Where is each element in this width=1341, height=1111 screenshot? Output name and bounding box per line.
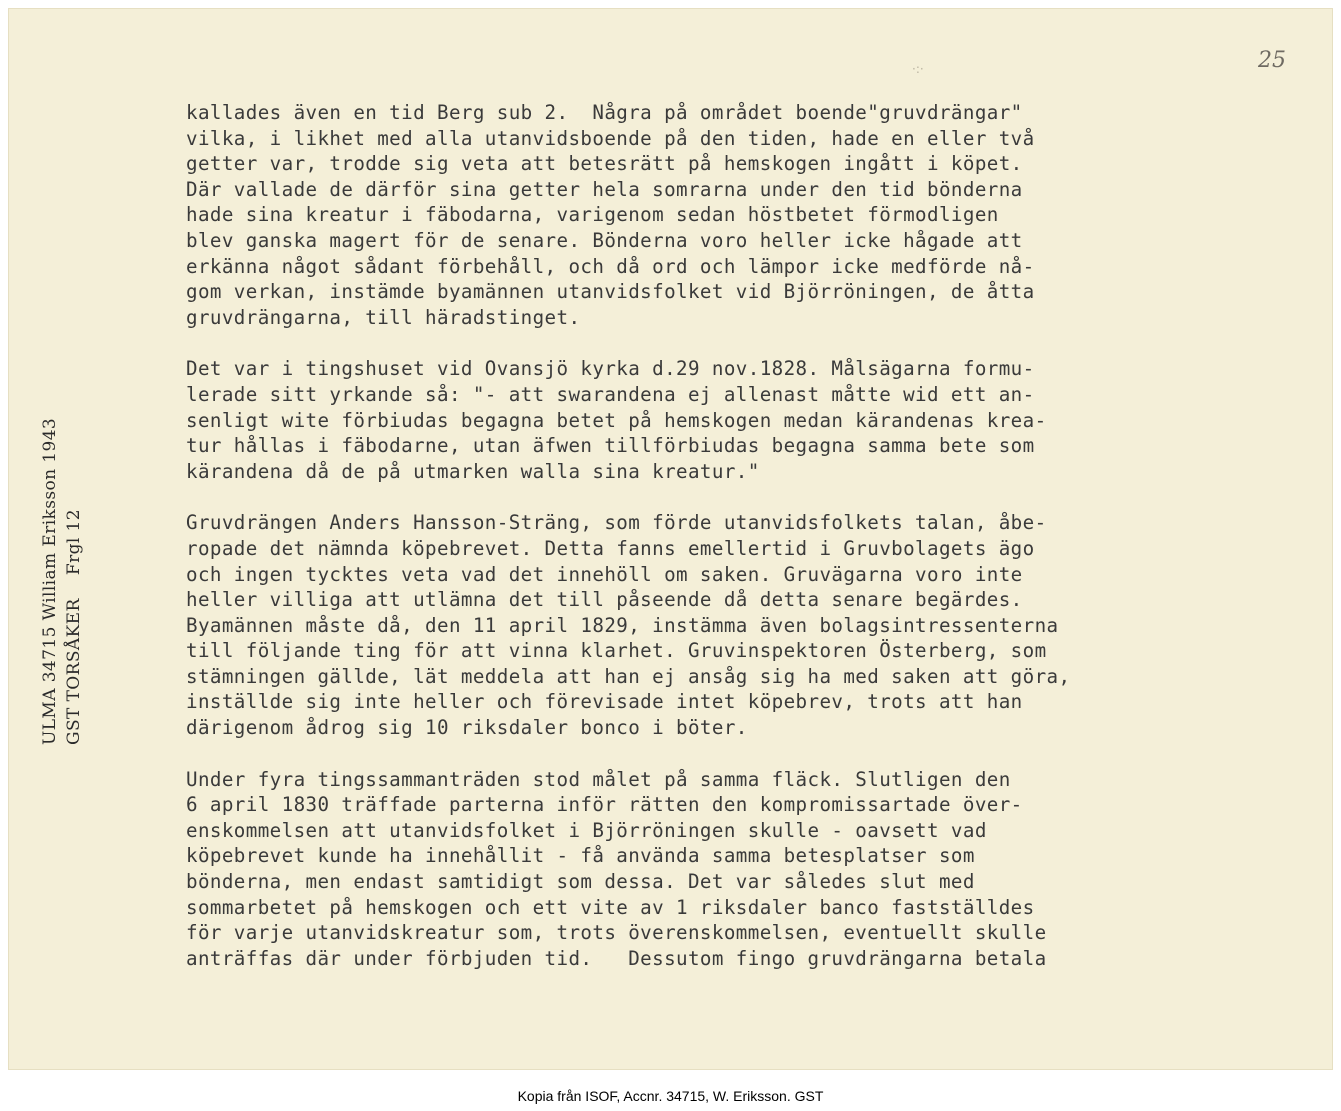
text-line: erkänna något sådant förbehåll, och då ord och lämpor icke medförde nå-: [186, 254, 1035, 278]
text-line: kallades även en tid Berg sub 2. Några på området boende"gruvdrängar": [186, 101, 1023, 124]
text-line: Byamännen måste då, den 11 april 1829, instämma även bolagsintressenterna: [186, 613, 1059, 637]
text-line: lerade sitt yrkande så: "- att swarandena ej allenast måtte wid ett an-: [186, 382, 1035, 406]
side-note-line-2: GST TORSÅKER Frgl 12: [64, 509, 84, 745]
text-line: och ingen tycktes veta vad det innehöll om saken. Gruvägarna voro inte: [186, 562, 1023, 586]
text-line: bönderna, men endast samtidigt som dessa. Det var således slut med: [186, 870, 975, 894]
text-line: Gruvdrängen Anders Hansson-Sträng, som förde utanvidsfolkets talan, åbe-: [186, 511, 1047, 535]
text-line: 6 april 1830 träffade parterna inför rätten den kompromissartade över-: [186, 793, 1023, 817]
paragraph-4: [186, 767, 1296, 972]
text-line: inställde sig inte heller och förevisade intet köpebrev, trots att han: [186, 690, 1023, 714]
paragraph-2: [186, 356, 1296, 484]
text-line: enskommelsen att utanvidsfolket i Björröningen skulle - oavsett vad: [186, 818, 987, 842]
text-line: kärandena då de på utmarken walla sina kreatur.": [186, 459, 760, 483]
typewritten-body: [186, 100, 1296, 997]
archive-footer: Kopia från ISOF, Accnr. 34715, W. Eriksson. GST: [517, 1088, 824, 1104]
text-line: för varje utanvidskreatur som, trots överenskommelsen, eventuellt skulle: [186, 921, 1047, 945]
text-line: gruvdrängarna, till häradstinget.: [186, 305, 581, 329]
page-number: 25: [1258, 48, 1286, 73]
paragraph-1: [186, 100, 1296, 330]
text-line: anträffas där under förbjuden tid. Dessutom fingo gruvdrängarna betala: [186, 946, 1047, 970]
text-line: vilka, i likhet med alla utanvidsboende på den tiden, hade en eller två: [186, 126, 1035, 150]
ink-blot: ·:·: [912, 62, 924, 76]
side-note-line-1: ULMA 34715 William Eriksson 1943: [40, 417, 60, 745]
text-line: Det var i tingshuset vid Ovansjö kyrka d.29 nov.1828. Målsägarna formu-: [186, 357, 1035, 381]
text-line: sommarbetet på hemskogen och ett vite av 1 riksdaler banco fastställdes: [186, 895, 1035, 919]
text-line: Där vallade de därför sina getter hela somrarna under den tid bönderna: [186, 177, 1023, 201]
text-line: till följande ting för att vinna klarhet. Gruvinspektoren Österberg, som: [186, 639, 1047, 663]
text-line: därigenom ådrog sig 10 riksdaler bonco i böter.: [186, 716, 748, 740]
text-line: blev ganska magert för de senare. Bönderna voro heller icke hågade att: [186, 228, 1023, 252]
text-line: ropade det nämnda köpebrevet. Detta fanns emellertid i Gruvbolagets ägo: [186, 536, 1035, 560]
text-line: stämningen gällde, lät meddela att han ej ansåg sig ha med saken att göra,: [186, 664, 1071, 688]
text-line: gom verkan, instämde byamännen utanvidsfolket vid Björröningen, de åtta: [186, 280, 1035, 304]
archive-side-note: [38, 418, 86, 745]
text-line: Under fyra tingssammanträden stod målet på samma fläck. Slutligen den: [186, 767, 1011, 791]
text-line: heller villiga att utlämna det till påseende då detta senare begärdes.: [186, 588, 1023, 612]
text-line: tur hållas i fäbodarne, utan äfwen tillförbiudas begagna samma bete som: [186, 434, 1035, 458]
text-line: hade sina kreatur i fäbodarna, varigenom sedan höstbetet förmodligen: [186, 203, 999, 227]
text-line: senligt wite förbiudas begagna betet på hemskogen medan kärandenas krea-: [186, 408, 1047, 432]
text-line: köpebrevet kunde ha innehållit - få använda samma betesplatser som: [186, 844, 975, 868]
text-line: getter var, trodde sig veta att betesrätt på hemskogen ingått i köpet.: [186, 152, 1023, 176]
paragraph-3: [186, 510, 1296, 740]
